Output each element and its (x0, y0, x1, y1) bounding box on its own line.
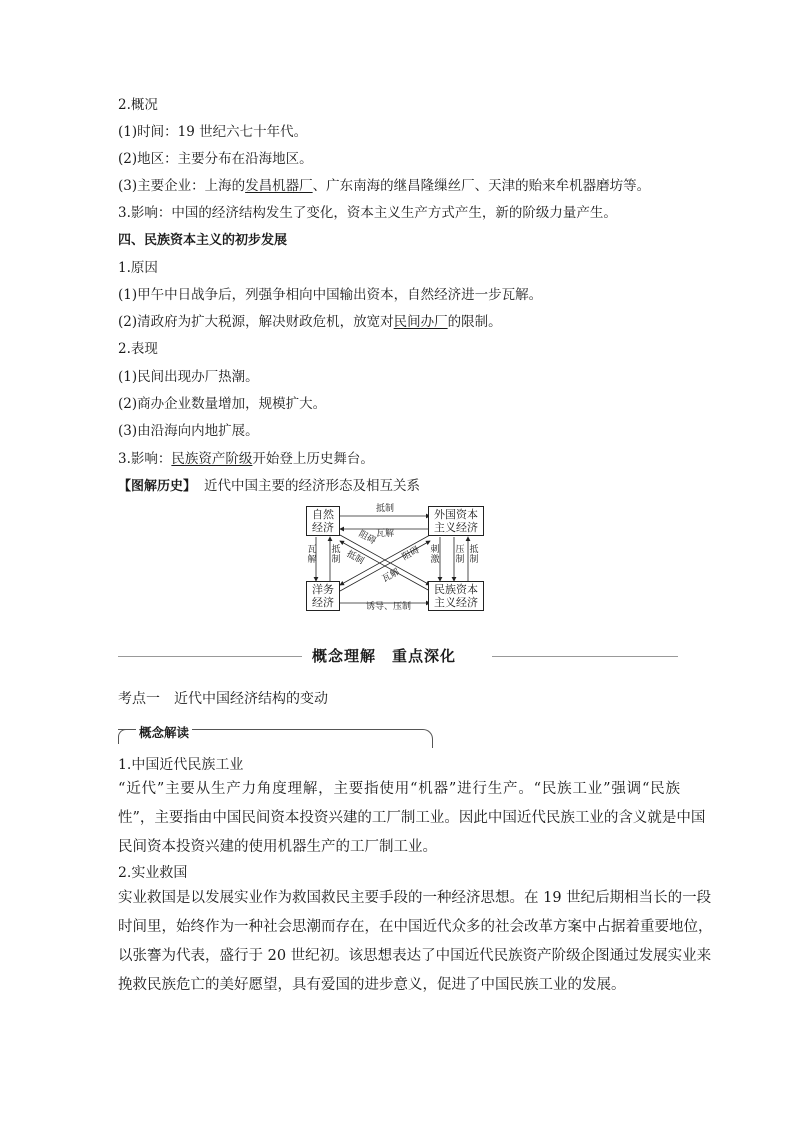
concept1-row: 民间资本投资兴建的使用机器生产的工厂制工业。 (118, 839, 437, 855)
perf-2: (2)商办企业数量增加，规模扩大。 (118, 396, 327, 412)
overview-impact: 3.影响：中国的经济结构发生了变化，资本主义生产方式产生，新的阶级力量产生。 (118, 205, 617, 221)
perf-3: (3)由沿海向内地扩展。 (118, 423, 259, 439)
node-foreign-capitalism (428, 506, 484, 536)
concept2-heading: 2.实业救国 (118, 865, 188, 881)
label-cross-3: 阻碍 (400, 545, 422, 563)
perf-1: (1)民间出现办厂热潮。 (118, 369, 259, 385)
cause-2 (118, 313, 502, 331)
concept2-paragraph (118, 884, 713, 1000)
banner-rule-left (118, 656, 302, 657)
label-right-2: 压制 (455, 545, 465, 565)
diagram-caption-text: 近代中国主要的经济形态及相互关系 (204, 478, 421, 494)
concept1-paragraph (118, 775, 706, 862)
label-top-2: 瓦解 (376, 529, 395, 539)
cause2-highlight: 民间办厂 (393, 314, 448, 330)
concept-box-corner (118, 729, 127, 744)
node-yangwu-economy (306, 581, 340, 611)
cause2-prefix: (2)清政府为扩大税源，解决财政危机，放宽对 (118, 314, 394, 330)
label-left-1: 瓦解 (307, 545, 317, 565)
overview-time: (1)时间：19 世纪六七十年代。 (118, 124, 308, 140)
concept1-heading: 1.中国近代民族工业 (118, 757, 244, 773)
node-natural-economy (306, 506, 340, 536)
concept-box-label: 概念解读 (136, 723, 192, 741)
companies-suffix: 、广东南海的继昌隆缫丝厂、天津的贻来牟机器磨坊等。 (312, 178, 651, 194)
companies-prefix: (3)主要企业：上海的 (118, 178, 246, 194)
banner-rule-right (492, 656, 678, 657)
perf-heading: 2.表现 (118, 341, 158, 357)
cause-heading: 1.原因 (118, 260, 158, 276)
concept2-row: 以张謇为代表，盛行于 20 世纪初。该思想表达了中国近代民族资产阶级企图通过发展实业来 (118, 948, 712, 964)
impact-highlight: 民族资产阶级 (171, 451, 253, 467)
label-left-2: 抵制 (331, 545, 341, 565)
kaodian-title: 考点一 近代中国经济结构的变动 (118, 691, 328, 707)
diagram-caption (118, 477, 420, 496)
diagram-caption-tag: 【图解历史】 (118, 479, 197, 494)
label-right-3: 抵制 (469, 545, 479, 565)
node-foreign-label: 外国资本 主义经济 (434, 508, 478, 534)
companies-highlight: 发昌机器厂 (245, 178, 313, 194)
node-natural-label: 自然 经济 (312, 508, 334, 534)
concept2-row: 挽救民族危亡的美好愿望，具有爱国的进步意义，促进了中国民族工业的发展。 (118, 977, 626, 993)
cause-1: (1)甲午中日战争后，列强争相向中国输出资本，自然经济进一步瓦解。 (118, 287, 543, 303)
label-cross-2: 抵制 (344, 549, 366, 567)
label-bottom: 诱导、压制 (366, 602, 412, 612)
impact-prefix: 3.影响： (118, 451, 172, 467)
concept1-row: 性”，主要指由中国民间资本投资兴建的工厂制工业。因此中国近代民族工业的含义就是中国 (118, 810, 706, 826)
label-top-1: 抵制 (376, 504, 395, 514)
section-impact (118, 450, 374, 468)
concept1-row: “近代”主要从生产力角度理解，主要指使用“机器”进行生产。“民族工业”强调“民族 (118, 781, 680, 797)
section-title: 四、民族资本主义的初步发展 (118, 233, 288, 248)
concept2-row: 实业救国是以发展实业作为救国救民主要手段的一种经济思想。在 19 世纪后期相当长的一段 (118, 890, 712, 906)
node-national-label: 民族资本 主义经济 (434, 583, 478, 609)
label-cross-1: 阻碍 (356, 529, 378, 547)
cause2-suffix: 的限制。 (447, 314, 502, 330)
section-banner-title: 概念理解 重点深化 (312, 647, 457, 665)
node-yangwu-label: 洋务 经济 (312, 583, 334, 609)
overview-region: (2)地区：主要分布在沿海地区。 (118, 151, 313, 167)
node-national-capitalism (428, 581, 484, 611)
overview-companies (118, 177, 650, 195)
overview-heading: 2.概况 (118, 97, 158, 113)
label-cross-4: 瓦解 (380, 567, 402, 585)
impact-suffix: 开始登上历史舞台。 (252, 451, 374, 467)
label-right-1: 刺激 (430, 545, 440, 565)
economy-diagram (306, 505, 486, 613)
concept2-row: 时间里，始终作为一种社会思潮而存在，在中国近代众多的社会改革方案中占据着重要地位， (118, 919, 713, 935)
